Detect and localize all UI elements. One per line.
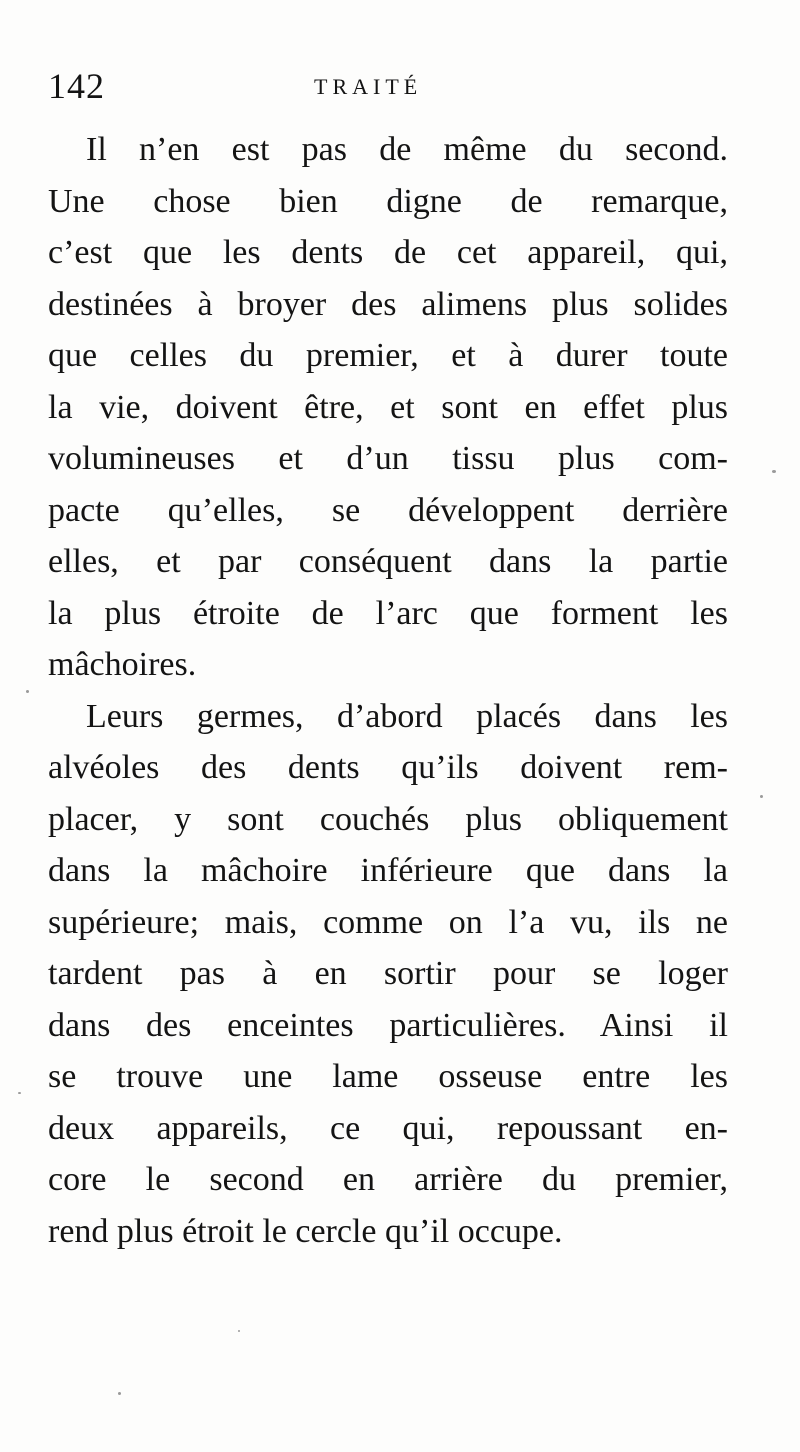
text-line: c’est que les dents de cet appareil, qui, [48,234,728,271]
text-line: elles, et par conséquent dans la partie [48,543,728,580]
text-line: Leurs germes, d’abord placés dans les [86,697,728,735]
text-line: la vie, doivent être, et sont en effet plus [48,388,728,426]
text-line: supérieure; mais, comme on l’a vu, ils ne [48,903,728,941]
text-line: core le second en arrière du premier, [48,1161,728,1198]
running-title: TRAITÉ [314,74,423,99]
text-line: placer, y sont couchés plus obliquement [48,800,728,838]
text-line: tardent pas à en sortir pour se loger [48,955,728,992]
page-number: 142 [48,66,105,106]
text-line: deux appareils, ce qui, repoussant en- [48,1109,728,1147]
text-line: se trouve une lame osseuse entre les [48,1058,728,1095]
text-line: Une chose bien digne de remarque, [48,182,728,220]
text-line: mâchoires. [48,646,197,683]
text-line: volumineuses et d’un tissu plus com- [48,440,728,477]
running-head [48,66,728,106]
text-line: Il n’en est pas de même du second. [86,131,728,168]
paragraph-2 [48,691,728,1258]
body-text [48,124,728,1257]
paragraph-1 [48,124,728,691]
text-line: destinées à broyer des alimens plus solides [48,285,728,323]
text-line: rend plus étroit le cercle qu’il occupe. [48,1212,563,1250]
scan-speck [18,1092,21,1094]
text-line: dans des enceintes particulières. Ainsi il [48,1006,728,1044]
scan-speck [238,1330,240,1332]
text-line: pacte qu’elles, se développent derrière [48,491,728,529]
text-line: la plus étroite de l’arc que forment les [48,594,728,632]
scan-speck [26,690,29,693]
text-line: que celles du premier, et à durer toute [48,337,728,374]
scan-speck [760,795,763,798]
scan-speck [118,1392,121,1395]
text-line: alvéoles des dents qu’ils doivent rem- [48,749,728,786]
text-line: dans la mâchoire inférieure que dans la [48,852,728,889]
scan-speck [772,470,776,473]
